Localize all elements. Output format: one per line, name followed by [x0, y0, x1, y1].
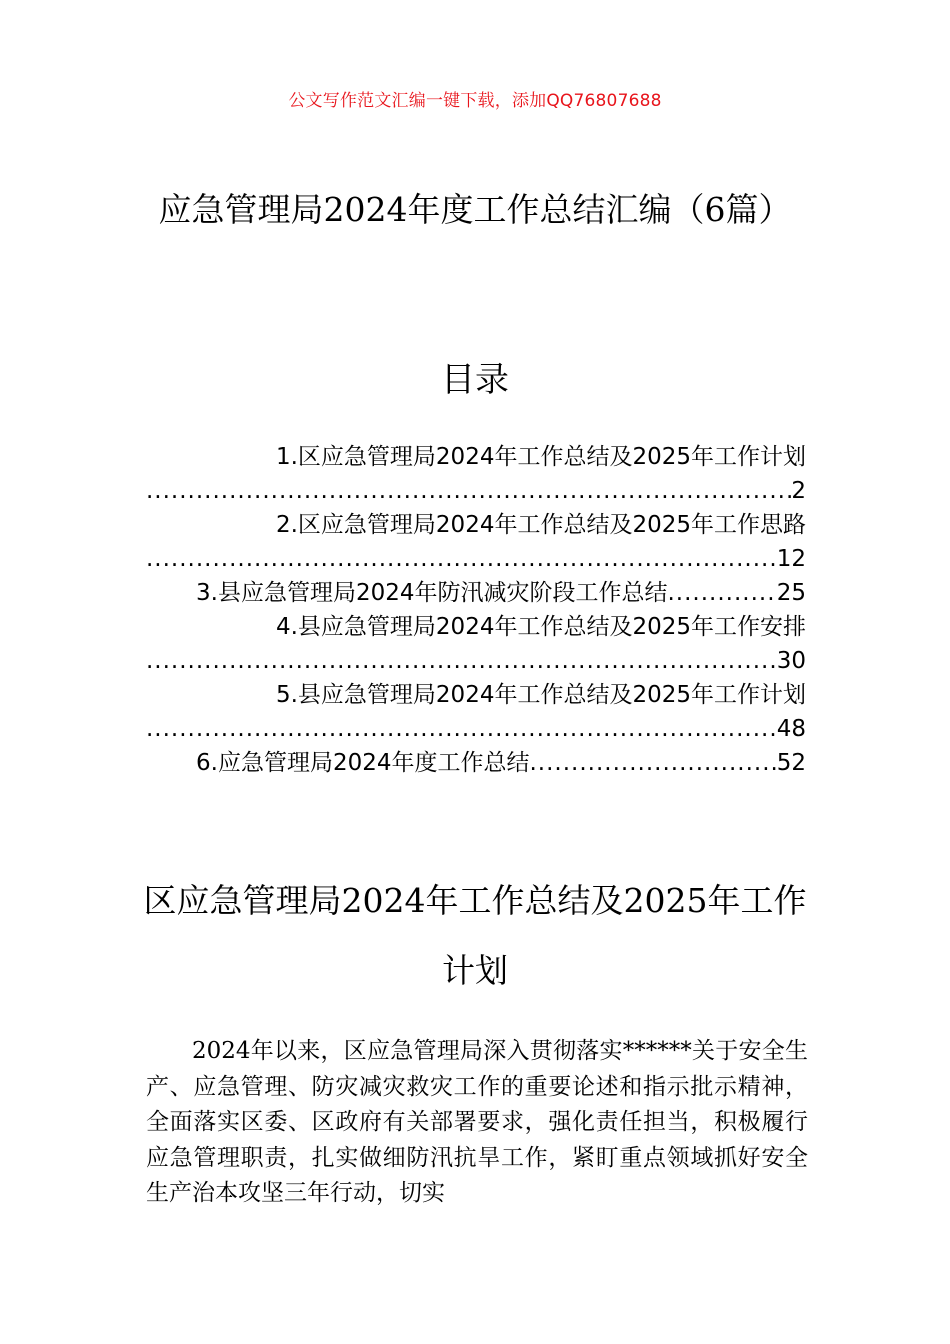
toc-entry-label: 4.县应急管理局2024年工作总结及2025年工作安排 [275, 614, 806, 640]
toc-leader-dots [146, 542, 777, 576]
toc-entry-page: 30 [776, 648, 806, 674]
toc-entry-page: 2 [791, 478, 806, 504]
toc-entry-label: 2.区应急管理局2024年工作总结及2025年工作思路 [275, 512, 806, 538]
toc-entry-label: 1.区应急管理局2024年工作总结及2025年工作计划 [275, 444, 806, 470]
toc-entry-4[interactable] [146, 610, 806, 678]
toc-entry-page: 25 [776, 580, 806, 606]
toc-entry-page: 48 [776, 716, 806, 742]
toc-title: 目录 [441, 360, 509, 400]
toc-leader-dots [146, 644, 777, 678]
toc-leader-dots [667, 576, 776, 610]
section-title: 区应急管理局2024年工作总结及2025年工作计划 [143, 881, 807, 990]
toc-entry-label: 3.县应急管理局2024年防汛减灾阶段工作总结 [196, 580, 668, 606]
toc-entry-page: 12 [776, 546, 806, 572]
toc-entry-1[interactable] [146, 440, 806, 508]
toc-entry-6[interactable] [146, 746, 806, 780]
table-of-contents [146, 440, 806, 780]
toc-leader-dots [529, 746, 776, 780]
toc-entry-label: 6.应急管理局2024年度工作总结 [196, 750, 530, 776]
toc-entry-2[interactable] [146, 508, 806, 576]
toc-entry-page: 52 [776, 750, 806, 776]
toc-leader-dots [146, 712, 777, 746]
main-title: 应急管理局2024年度工作总结汇编（6篇） [158, 190, 792, 229]
toc-leader-dots [146, 474, 791, 508]
header-download-note: 公文写作范文汇编一键下载，添加QQ76807688 [288, 91, 662, 111]
toc-entry-label: 5.县应急管理局2024年工作总结及2025年工作计划 [275, 682, 806, 708]
toc-entry-5[interactable] [146, 678, 806, 746]
toc-entry-3[interactable] [146, 576, 806, 610]
body-paragraph: 2024年以来，区应急管理局深入贯彻落实******关于安全生产、应急管理、防灾减灾救灾工作的重要论述和指示批示精神，全面落实区委、区政府有关部署要求，强化责任担当，积极履行应急管理职责，扎实做细防汛抗旱工作，紧盯重点领域抓好安全生产治本攻坚三年行动，切实 [146, 1038, 808, 1206]
